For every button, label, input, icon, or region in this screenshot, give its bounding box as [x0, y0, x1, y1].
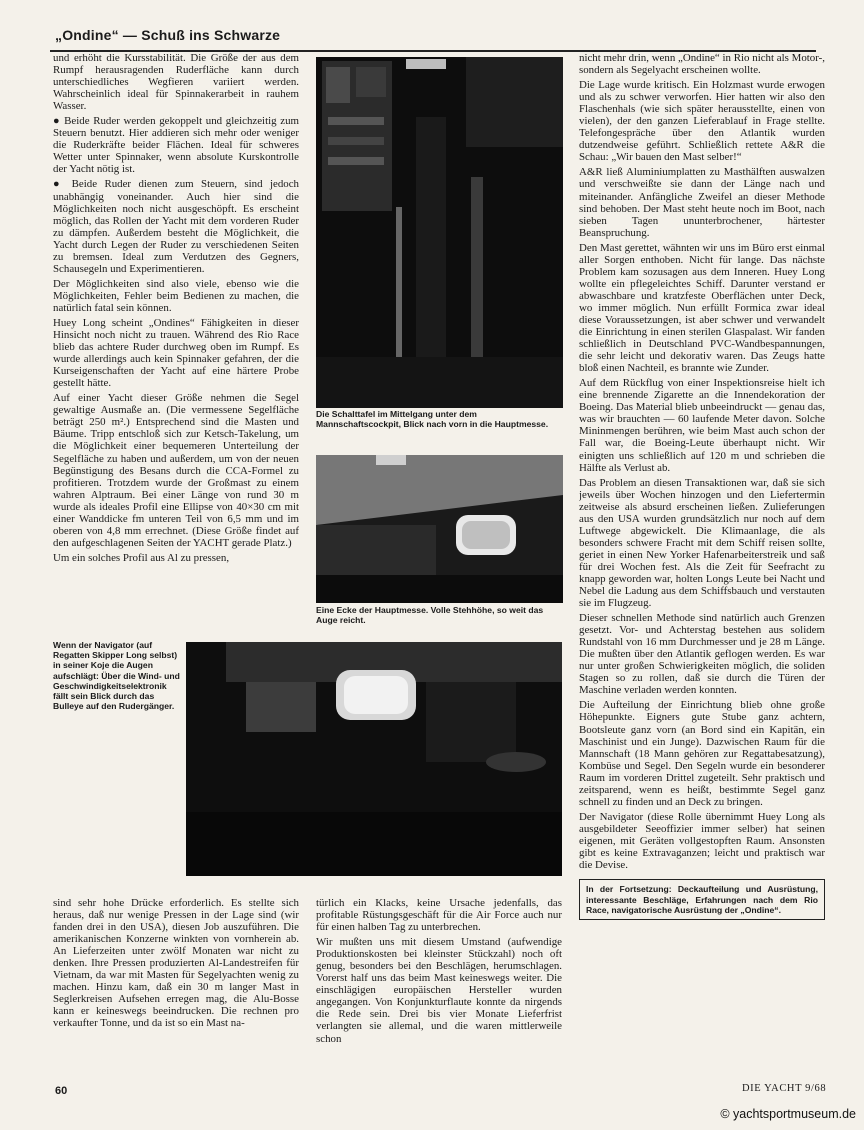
watermark: © yachtsportmuseum.de	[720, 1107, 856, 1121]
bottom-left-column	[53, 897, 299, 1077]
paragraph: Der Navigator (diese Rolle übernimmt Huey Long als ausgebildeter Seeoffizier immer selber) hat seinen eigenen, mit Geräten vollgestopften Raum. Ansonsten gibt es keine Extravaganzen; leicht und praktisch war die Devise.	[579, 810, 825, 872]
magazine-issue: DIE YACHT 9/68	[742, 1083, 827, 1094]
bottom-middle-column	[316, 897, 562, 1077]
paragraph: Die Aufteilung der Einrichtung blieb ohne große Höhepunkte. Eigners gute Stube ganz achtern, Bootsleute ganz vorn (an Bord sind ein Kapitän, ein Maschinist und ein Junge). Dazwischen Raum für die Mannschaft (18 Mann gehören zur Regattabesatzung), Kombüse und Segel. Den Segeln wurde ein besonderer Raum im vorderen Drittel zugeteilt. Sehr praktisch und zeitsparend, wenn es heißt, bestimmte Segel ganz schnell zu finden und an Deck zu bringen.	[579, 699, 825, 808]
continuation-teaser: In der Fortsetzung: Deckaufteilung und Ausrüstung, interessante Beschläge, Erfahrungen nach dem Rio Race, navigatorische Ausrüstung der „Ondine“.	[579, 879, 825, 920]
navigator-photo	[186, 642, 562, 876]
paragraph: und erhöht die Kursstabilität. Die Größe der aus dem Rumpf herausragenden Ruderfläche kann durch unterschiedliches Wegfieren variiert werden. Wahrscheinlich ideal für Spinnakerarbeit in rauhem Wasser.	[53, 52, 299, 113]
paragraph: Den Mast gerettet, wähnten wir uns im Büro erst einmal aller Sorgen enthoben. Nicht für lange. Das nächste Problem kam sozusagen aus dem Inneren. Huey Long wollte ein pflegeleichtes Schiff. Darunter verstand er abwaschbare und kratzfeste Oberflächen unter Deck, wo immer möglich. Nun erfüllt Formica zwar ideal diese Voraussetzungen, ist aber schwer und verwandelt die Einrichtung in einen sterilen Glaspalast. Wir fanden schließlich in Deutschland PVC-Wandbespannungen, die sehr leicht und dekorativ waren. Das Zeugs hatte bloß einen Nachteil, es brannte wie Zunder.	[579, 241, 825, 375]
messe-caption: Eine Ecke der Hauptmesse. Volle Stehhöhe, so weit das Auge reicht.	[316, 605, 544, 626]
paragraph: ● Beide Ruder werden gekoppelt und gleichzeitig zum Steuern benutzt. Hier addieren sich mehr oder weniger die Ruderkräfte beider Flächen. Ideal für schweres Wetter unter Spinnaker, wenn absolute Kurskontrolle der Yacht nötig ist.	[53, 115, 299, 176]
paragraph: türlich ein Klacks, keine Ursache jedenfalls, das profitable Rüstungsgeschäft für die Air Force auch nur für einen halben Tag zu unterbrechen.	[316, 897, 562, 934]
paragraph: A&R ließ Aluminiumplatten zu Masthälften auswalzen und verschweißte sie dann der Länge nach und miteinander. Anfängliche Zweifel an dieser Methode sind behoben. Der Mast steht heute noch im Boot, nach sieben Tagen ununterbrochener, härtester Beanspruchung.	[579, 166, 825, 239]
column-3	[579, 52, 825, 1074]
paragraph: Auf einer Yacht dieser Größe nehmen die Segel gewaltige Ausmaße an. (Die vermessene Segelfläche beträgt 250 m².) Entsprechend sind die Masten und Bäume. Tripp entschloß sich zur Ketsch-Takelung, um die Möglichkeit einer bequemeren Unterteilung der Segelfläche zu haben und außerdem, um von der neuen Begünstigung des Besans durch die CCA-Formel zu profitieren. Trotzdem wurde der Großmast zu einem wahren Alptraum. Bei einer Länge von rund 30 m wurde als ideales Profil eine Ellipse von 40×30 cm mit einer Wanddicke fm unteren Teil von 6,5 mm und im oberen von 4,8 mm errechnet. (Diese Größe findet auf den aufgeschlagenen Seiten der YACHT gerade Platz.)	[53, 392, 299, 549]
paragraph: Wir mußten uns mit diesem Umstand (aufwendige Produktionskosten bei kleinster Stückzahl) noch oft genug, besonders bei den Beschlägen, herumschlagen. Vorerst half uns das beim Mast keineswegs weiter. Die einschlägigen europäischen Hersteller wurden angegangen. Von Konjunkturflaute konnte da nirgends die Rede sein. Drei bis vier Monate Lieferfrist verlangten sie allemal, und die waren mittlerweile schon	[316, 936, 562, 1045]
paragraph: Auf dem Rückflug von einer Inspektionsreise hielt ich eine brennende Zigarette an die Innendekoration der Boeing. Das Material blieb unbeeindruckt — genau das, was wir brauchten — 60 laufende Meter davon. Solche Mininmengen berühren, wie beim Mast auch schon der Fall war, die Boeing-Leute überhaupt nicht. Wir einigten uns schließlich auf 120 m und schrieben die Hälfte als Verlust ab.	[579, 377, 825, 474]
paragraph: ● Beide Ruder dienen zum Steuern, sind jedoch unabhängig voneinander. Auch hier sind die Möglichkeiten noch nicht ausgeschöpft. Es erscheint möglich, das Rollen der Yacht mit dem vorderen Ruder zu dämpfen. Außerdem besteht die Möglichkeit, die Yacht durch Legen der Ruder zu verschiedenen Seiten zu bremsen. Ideal zum Verdutzen des Gegners, Schausegeln und Experimentieren.	[53, 178, 299, 275]
paragraph: Um ein solches Profil aus Al zu pressen,	[53, 551, 230, 564]
paragraph: Huey Long scheint „Ondines“ Fähigkeiten in dieser Hinsicht noch nicht zu trauen. Während des Rio Race blieb das achtere Ruder durchweg oben im Rumpf. Es wurde allerdings auch kein Spinnaker gefahren, der die Kurseigenschaften der Yacht auf eine härtere Probe gestellt hätte.	[53, 316, 299, 390]
paragraph: Die Lage wurde kritisch. Ein Holzmast wurde erwogen und als zu schwer verworfen. Hier hatten wir also den Flaschenhals (wie sich später herausstellte, einen von vielen), der den ganzen Lieferablauf in Frage stellte. Telefongespräche über den Atlantik wurden dutzendweise geführt. Schließlich rettete A&R die Schau: „Wir bauen den Mast selber!“	[579, 79, 825, 164]
paragraph: Dieser schnellen Methode sind natürlich auch Grenzen gesetzt. Vor- und Achterstag bestehen aus solidem Rundstahl von 16 mm Durchmesser und je 28 m Länge. Die mußten über den Atlantik geflogen werden. Es war nur unter großen Schwierigkeiten möglich, die soliden Stagen so zu rollen, daß sie durch die Türen der Maschine verladen werden konnten.	[579, 612, 825, 697]
column-1	[53, 52, 299, 618]
messe-photo	[316, 455, 563, 603]
paragraph: Der Möglichkeiten sind also viele, ebenso wie die Möglichkeiten, Fehler beim Bedienen zu machen, die natürlich fatal sein können.	[53, 277, 299, 314]
switchboard-photo	[316, 57, 563, 408]
paragraph: nicht mehr drin, wenn „Ondine“ in Rio nicht als Motor-, sondern als Segelyacht erscheinen wollte.	[579, 52, 825, 77]
page-title: „Ondine“ — Schuß ins Schwarze	[55, 27, 281, 43]
paragraph: sind sehr hohe Drücke erforderlich. Es stellte sich heraus, daß nur wenige Pressen in der Lage sind (wir fanden drei in den USA), diesen Job auszuführen. Die amerikanischen Konzerne winkten von vornherein ab. An Lieferzeiten unter zwölf Monaten war nicht zu denken. Ihre Pressen produzierten Al-Landestreifen für Vietnam, da war mit Masten für Segelyachten wenig zu machen. Hinzu kam, daß ein 30 m langer Mast in Seglerkreisen Aufsehen erregen mag, die Alu-Bosse kann er keineswegs beeindrucken. Die rechnen pro verkaufter Tonne, und da ist so ein Mast na-	[53, 897, 299, 1030]
page-number: 60	[55, 1085, 68, 1097]
navigator-caption: Wenn der Navigator (auf Regatten Skipper Long selbst) in seiner Koje die Augen aufschlägt: Über die Wind- und Geschwindigkeitselektronik fällt sein Blick durch das Bulleye auf den Rudergänger.	[53, 640, 180, 712]
switchboard-caption: Die Schalttafel im Mittelgang unter dem Mannschaftscockpit, Blick nach vorn in die Hauptmesse.	[316, 409, 549, 430]
paragraph: Das Problem an diesen Transaktionen war, daß sie sich jeweils über Wochen hinzogen und den Liefertermin zeitweise als absurd erscheinen ließen. Zulieferungen aus den USA wurden grundsätzlich nur noch auf dem Luftwege abgewickelt. Die Klimaanlage, die als besonders schwere Fracht mit dem Schiff reisen sollte, geriet in einen New Yorker Hafenarbeiterstreik und saß für drei Wochen fest. Als die Zeit für Seefracht zu knapp geworden war, holten Longs Leute bei Nacht und Nebel die Ladung aus dem Schiffsbauch und verstauten sie im Flugzeug.	[579, 476, 825, 610]
